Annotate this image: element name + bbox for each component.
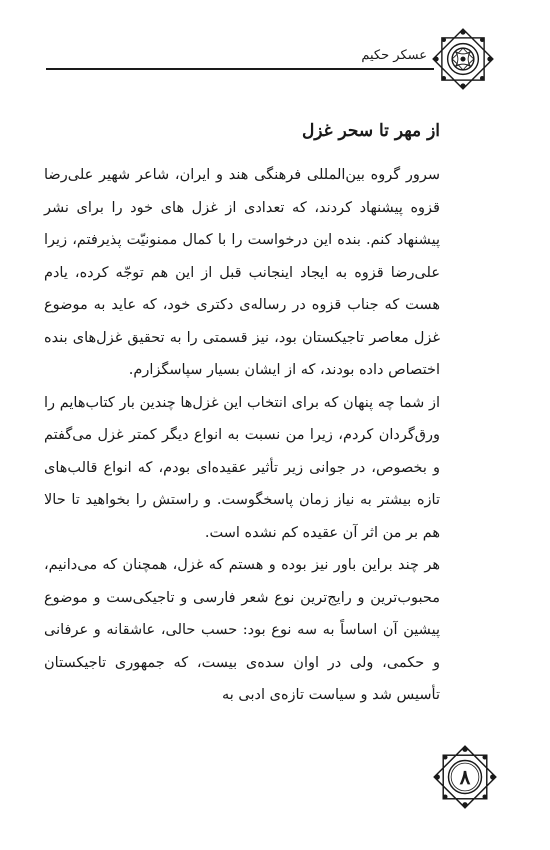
page-number: ۸ xyxy=(459,765,471,789)
ornament-rosette-icon xyxy=(431,27,495,91)
page-body xyxy=(44,117,440,712)
paragraph-2: از شما چه پنهان که برای انتخاب این غزل‌ها چندین بار کتاب‌هایم را ورق‌گردان کردم، زیرا من نسبت به انواع دیگر کمتر غزل می‌گفتم و بخصوص، در جوانی زیر تأثیر عقیده‌ای بودم، که انواع قالب‌های تازه بیشتر به نیاز زمان پاسخگوست. و راستش را بخواهید تا حالا هم بر من اثر آن عقیده کم نشده است. xyxy=(44,394,440,541)
section-title: از مهر تا سحر غزل xyxy=(301,121,440,141)
header-rule xyxy=(46,68,434,70)
running-header-author: عسکر حکیم xyxy=(361,48,427,63)
paragraph-3: هر چند براین باور نیز بوده و هستم که غزل، همچنان که می‌دانیم، محبوب‌ترین و رایج‌ترین نوع شعر فارسی و تاجیکی‌ست و موضوع پیشین آن اساساً به سه نوع بود: حسب حالی، عاشقانه و عرفانی و حکمی، ولی در اوان سده‌ی بیست، که جمهوری تاجیکستان تأسیس شد و سیاست تازه‌ی ادبی به xyxy=(44,557,440,703)
paragraph-1: سرور گروه بین‌المللی فرهنگی هند و ایران، شاعر شهیر علی‌رضا قزوه پیشنهاد کردند، که تعدادی از غزل های خود را برای نشر پیشنهاد کنم. بنده این درخواست را با کمال ممنونیّت پذیرفتم، زیرا علی‌رضا قزوه به ایجاد اینجانب قبل از این هم توجّه کرده، یادم هست که جناب قزوه در رساله‌ی دکتری خود، که عاید به موضوع غزل معاصر تاجیکستان بود، نیز قسمتی را به تحقیق غزل‌های بنده اختصاص داده بودند، که از ایشان بسیار سپاسگزارم. xyxy=(44,167,440,378)
